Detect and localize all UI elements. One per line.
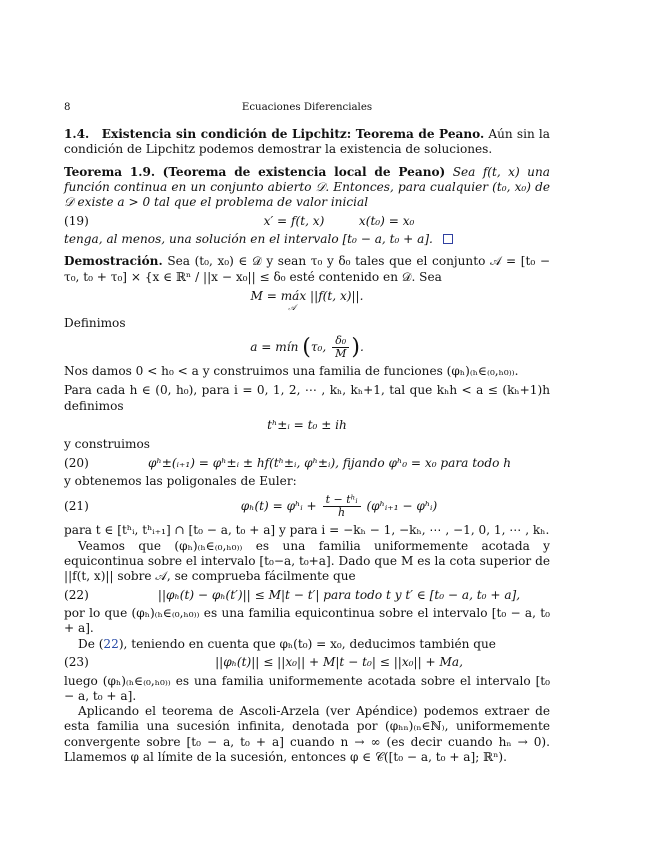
equation-t: tʰ±ᵢ = t₀ ± ih [267,417,347,432]
equation-19 [64,210,550,232]
section-title: Existencia sin condición de Lipchitz: Teorema de Peano. [101,127,485,142]
section-text: Aún sin la condición de Lipchitz podemos demostrar la existencia de soluciones. [64,127,550,157]
equation-20: (20) φʰ±(ᵢ₊₁) = φʰ±ᵢ ± hf(tʰ±ᵢ, φʰ±ᵢ), fijando φʰ₀ = x₀ para todo h [64,455,511,470]
y-construimos-text: y construimos [64,437,150,452]
theorem-name: (Teorema de existencia local de Peano) [162,164,446,179]
equation-number: (19) [64,213,89,228]
document-page [64,100,550,765]
fraction-delta-M: $\frac{\text{δ₀}}{M}$ [332,335,349,360]
equation-a: a = mín (τ₀, $\frac{\text{δ₀}}{M}$ ). [250,334,364,361]
proof-paragraph-7: por lo que (φₕ)₍ₕ∈₍₀,ₕ₀₎₎ es una familia equicontinua sobre el intervalo [t₀ − a, t₀ + a]. [64,606,550,636]
proof-paragraph-5: para t ∈ [tʰᵢ, tʰᵢ₊₁] ∩ [t₀ − a, t₀ + a] y para i = −kₕ − 1, −kₕ, ⋯ , −1, 0, 1, ⋯ , kₕ. [64,523,550,538]
equation-number: (22) [64,587,89,602]
section-number: 1.4. [64,127,90,142]
equation-M: M = máx ||f(t, x)||. 𝒜 [64,289,550,312]
proof-paragraph-6: Veamos que (φₕ)₍ₕ∈₍₀,ₕ₀₎₎ es una familia uniformemente acotada y equicontinua sobre el intervalo [t₀−a, t₀+a]. Dado que M es la cota superior de ||f(t, x)|| sobre 𝒜, se comprueba fácilmente que [64,538,550,584]
equation-23: (23) ||φₕ(t)|| ≤ ||x₀|| + M|t − t₀| ≤ ||x₀|| + Ma, [64,655,463,670]
qed-box-icon [443,234,453,244]
equation-number: (23) [64,655,89,670]
proof-paragraph-9: luego (φₕ)₍ₕ∈₍₀,ₕ₀₎₎ es una familia uniformemente acotada sobre el intervalo [t₀ − a, t₀ + a]. [64,673,550,704]
theorem-statement [64,165,550,211]
section-paragraph [64,127,550,157]
equation-number: (21) [64,498,89,513]
page-number: 8 [64,102,71,113]
definimos-text: Definimos [64,316,126,331]
proof-paragraph-3: Para cada h ∈ (0, h₀), para i = 0, 1, 2, ⋯ , kₕ, kₕ+1, tal que kₕh < a ≤ (kₕ+1)h definimos [64,383,550,413]
equation-initial-condition: x(t₀) = x₀ [358,213,415,228]
equation-21: (21) φₕ(t) = φʰᵢ + $\frac{\text{t − tʰᵢ}}{h}$ (φʰᵢ₊₁ − φʰᵢ) [64,492,438,519]
proof-paragraph-1: Demostración. Sea (t₀, x₀) ∈ 𝒟 y sean τ₀ y δ₀ tales que el conjunto 𝒜 = [t₀ − τ₀, t₀ + τ₀] × {x ∈ ℝⁿ / ||x − x₀|| ≤ δ₀ esté contenido en 𝒟. Sea [64,254,550,284]
equation-ode: x′ = f(t, x) [263,213,325,228]
max-subscript: 𝒜 [288,303,296,313]
equation-number: (20) [64,455,89,470]
equation-reference-link[interactable]: 22 [103,636,119,651]
page-header [64,100,550,115]
equation-22: (22) ||φₕ(t) − φₕ(t′)|| ≤ M|t − t′| para todo t y t′ ∈ [t₀ − a, t₀ + a], [64,587,521,602]
proof-paragraph-8: De (22), teniendo en cuenta que φₕ(t₀) = x₀, deducimos también que [78,636,496,651]
proof-paragraph-2: Nos damos 0 < h₀ < a y construimos una familia de funciones (φₕ)₍ₕ∈₍₀,ₕ₀₎₎. [64,364,519,379]
theorem-label: Teorema 1.9. [64,164,156,179]
theorem-text: Sea f(t, x) una función continua en un conjunto abierto 𝒟. Entonces, para cualquier (t₀, x₀) de 𝒟 existe a > 0 tal que el problema de valor inicial [64,164,550,210]
fraction-t-h: $\frac{\text{t − tʰᵢ}}{h}$ [323,494,361,519]
proof-paragraph-4: y obtenemos las poligonales de Euler: [64,474,297,489]
theorem-conclusion: tenga, al menos, una solución en el intervalo [t₀ − a, t₀ + a]. [64,232,550,247]
proof-paragraph-10: Aplicando el teorema de Ascoli-Arzela (ver Apéndice) podemos extraer de esta familia una sucesión infinita, denotada por (φₕₙ)₍ₙ∈ℕ₎, uniformemente convergente sobre [t₀ − a, t₀ + a] cuando n → ∞ (es decir cuando hₙ → 0). Llamemos φ al límite de la sucesión, entonces φ ∈ 𝒞([t₀ − a, t₀ + a]; ℝⁿ). [64,704,550,764]
proof-label: Demostración. [64,254,163,269]
running-title: Ecuaciones Diferenciales [241,102,373,113]
